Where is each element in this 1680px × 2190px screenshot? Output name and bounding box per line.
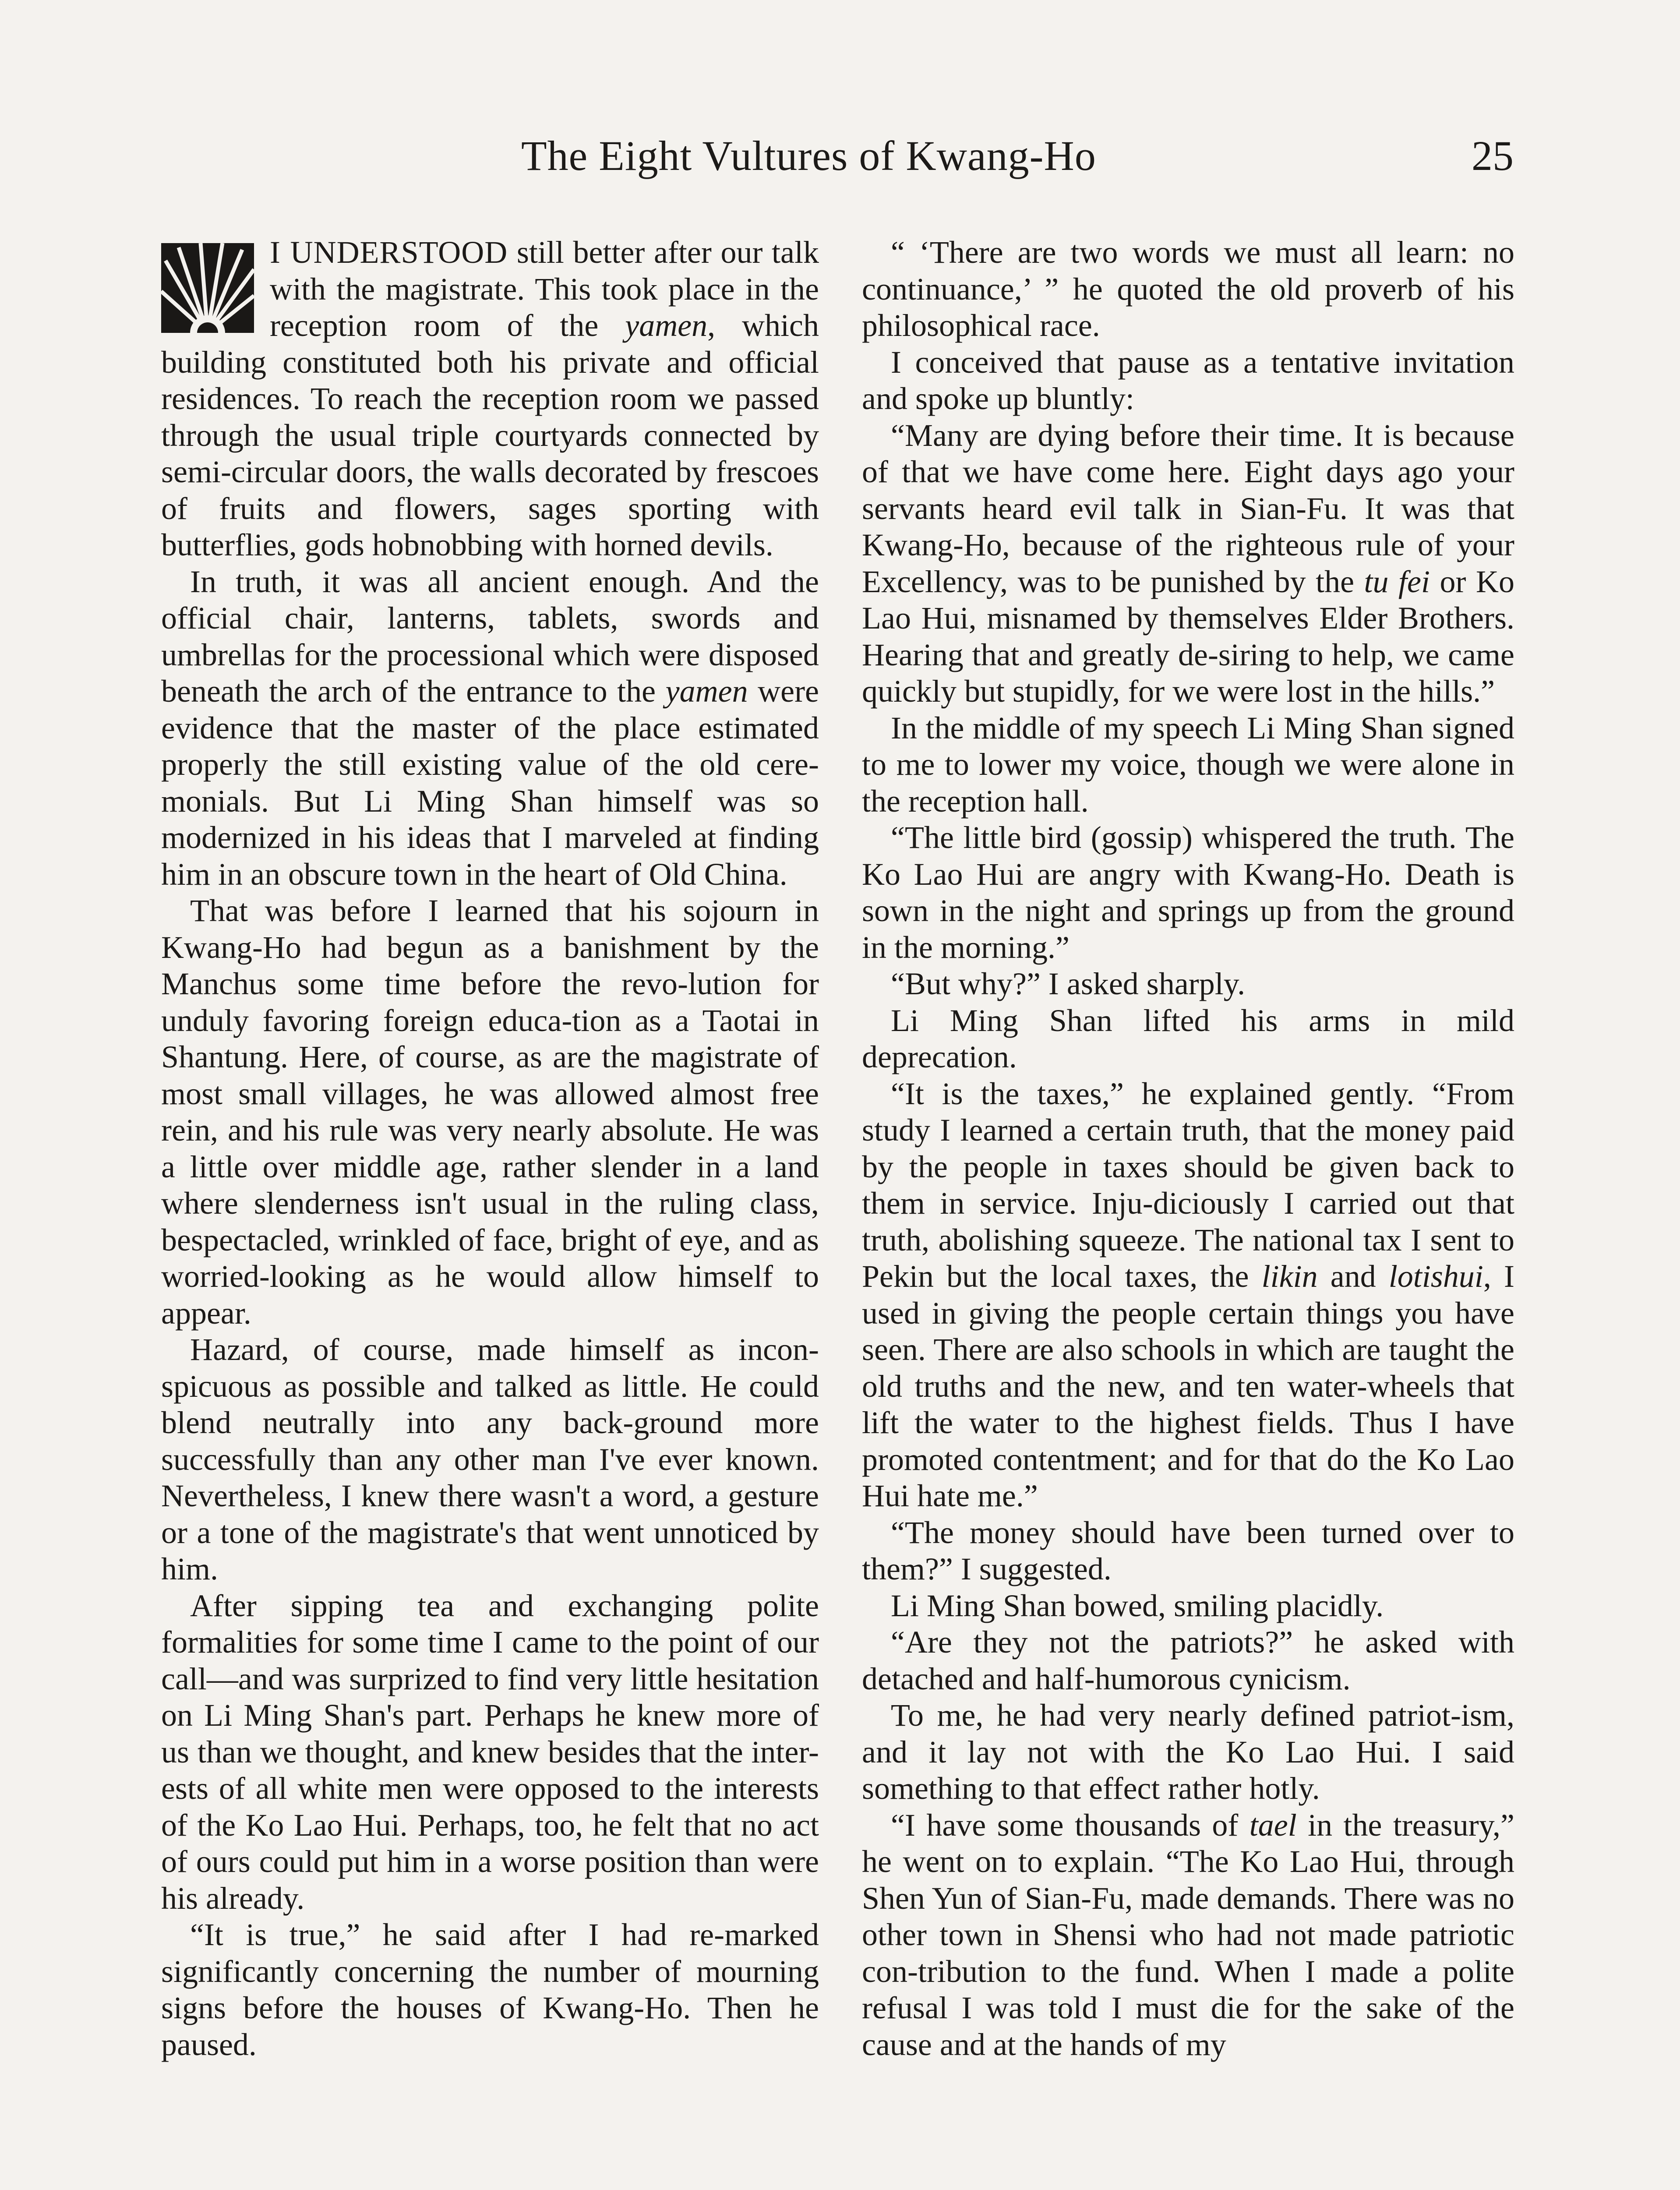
- right-column: [862, 234, 1514, 2063]
- paragraph: Hazard, of course, made himself as incon-spicuous as possible and talked as little. He could blend neutrally into any back-ground more successfully than any other man I've ever known. Nevertheless, I knew there wasn't a word, a gesture or a tone of the magistrate's that went unnoticed by him.: [161, 1332, 819, 1586]
- sunburst-ornament-icon: [161, 243, 254, 333]
- lead-in-caps: I UNDERSTOOD: [270, 235, 508, 270]
- paragraph: “I have some thousands of tael in the treasury,” he went on to explain. “The Ko Lao Hui, through Shen Yun of Sian-Fu, made demands. There was no other town in Shensi who had not made patriotic con-tribution to the fund. When I made a polite refusal I was told I must die for the sake of the cause and at the hands of my: [862, 1807, 1514, 2062]
- paragraph: In the middle of my speech Li Ming Shan signed to me to lower my voice, though we were alone in the reception hall.: [862, 710, 1514, 819]
- left-column: [161, 234, 819, 2063]
- paragraph: Li Ming Shan bowed, smiling placidly.: [891, 1588, 1384, 1623]
- paragraph: “Are they not the patriots?” he asked with detached and half-humorous cynicism.: [862, 1625, 1514, 1696]
- paragraph: “It is true,” he said after I had re-marked significantly concerning the number of mourning signs before the houses of Kwang-Ho. Then he paused.: [161, 1917, 819, 2062]
- paragraph: I conceived that pause as a tentative invitation and spoke up bluntly:: [862, 344, 1514, 416]
- paragraph: After sipping tea and exchanging polite formalities for some time I came to the point of our call—and was surprized to find very little hesitation on Li Ming Shan's part. Perhaps he knew more of us than we thought, and knew besides that the inter-ests of all white men were opposed to the interests of the Ko Lao Hui. Perhaps, too, he felt that no act of ours could put him in a worse position than were his already.: [161, 1588, 819, 1916]
- paragraph: “The money should have been turned over to them?” I suggested.: [862, 1515, 1514, 1586]
- paragraph: Li Ming Shan lifted his arms in mild deprecation.: [862, 1003, 1514, 1074]
- paragraph: To me, he had very nearly defined patriot-ism, and it lay not with the Ko Lao Hui. I said something to that effect rather hotly.: [862, 1698, 1514, 1806]
- paragraph: In truth, it was all ancient enough. And the official chair, lanterns, tablets, swords and umbrellas for the processional which were disposed beneath the arch of the entrance to the yamen were evidence that the master of the place estimated properly the still existing value of the old cere-monials. But Li Ming Shan himself was so modernized in his ideas that I marveled at finding him in an obscure town in the heart of Old China.: [161, 564, 819, 892]
- paragraph: “ ‘There are two words we must all learn: no continuance,’ ” he quoted the old proverb of his philosophical race.: [862, 235, 1514, 343]
- paragraph: “But why?” I asked sharply.: [891, 966, 1246, 1001]
- paragraph: “It is the taxes,” he explained gently. “From study I learned a certain truth, that the money paid by the people in taxes should be given back to them in service. Inju-diciously I carried out that truth, abolishing squeeze. The national tax I sent to Pekin but the local taxes, the likin and lotishui, I used in giving the people certain things you have seen. There are also schools in which are taught the old truths and the new, and ten water-wheels that lift the water to the highest fields. Thus I have promoted contentment; and for that do the Ko Lao Hui hate me.”: [862, 1076, 1514, 1513]
- paragraph: That was before I learned that his sojourn in Kwang-Ho had begun as a banishment by the Manchus some time before the revo-lution for unduly favoring foreign educa-tion as a Taotai in Shantung. Here, of course, as are the magistrate of most small villages, he was allowed almost free rein, and his rule was very nearly absolute. He was a little over middle age, rather slender in a land where slenderness isn't usual in the ruling class, bespectacled, wrinkled of face, bright of eye, and as worried-looking as he would allow himself to appear.: [161, 893, 819, 1331]
- page-number: 25: [1472, 132, 1514, 179]
- running-title: The Eight Vultures of Kwang-Ho: [521, 132, 1096, 179]
- paragraph: “Many are dying before their time. It is because of that we have come here. Eight days ago your servants heard evil talk in Sian-Fu. It was that Kwang-Ho, because of the righteous rule of your Excellency, was to be punished by the tu fei or Ko Lao Hui, misnamed by themselves Elder Brothers. Hearing that and greatly de-siring to help, we came quickly but stupidly, for we were lost in the hills.”: [862, 417, 1515, 709]
- paragraph: “The little bird (gossip) whispered the truth. The Ko Lao Hui are angry with Kwang-Ho. Death is sown in the night and springs up from the ground in the morning.”: [862, 820, 1514, 965]
- paragraph: I UNDERSTOOD still better after our talk with the magistrate. This took place in the reception room of the yamen, which building constituted both his private and official residences. To reach the reception room we passed through the usual triple courtyards connected by semi-circular doors, the walls decorated by frescoes of fruits and flowers, sages sporting with butterflies, gods hobnobbing with horned devils.: [161, 235, 819, 562]
